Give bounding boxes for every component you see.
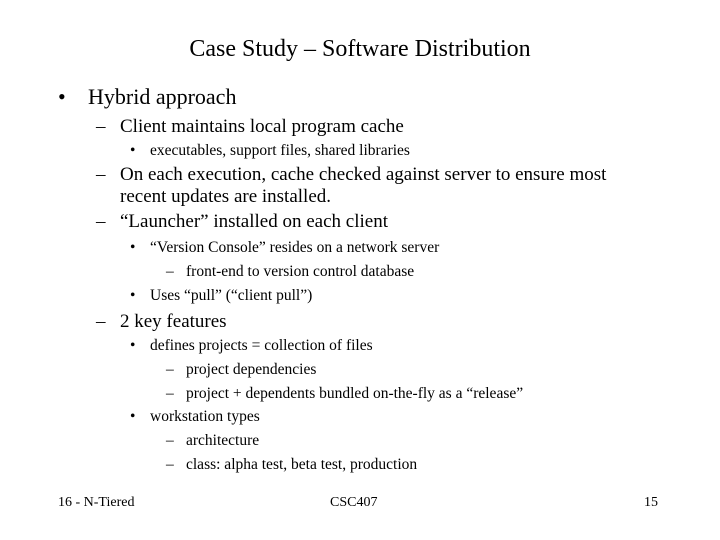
slide-title: Case Study – Software Distribution bbox=[189, 36, 531, 62]
subbullet-execution-check-continued: recent updates are installed. bbox=[120, 186, 332, 207]
dash-icon: – bbox=[166, 263, 174, 280]
subitem-project-release: – project + dependents bundled on-the-fly as a “release” bbox=[166, 385, 524, 402]
bullet-dot-icon: • bbox=[130, 337, 136, 354]
subbullet-execution-check: – On each execution, cache checked against server to ensure most bbox=[96, 164, 607, 185]
subitem-project-dependencies: – project dependencies bbox=[166, 361, 317, 378]
item-executables: • executables, support files, shared libraries bbox=[130, 142, 410, 159]
dash-icon: – bbox=[166, 432, 174, 449]
dash-icon: – bbox=[166, 361, 174, 378]
item-version-console: • “Version Console” resides on a network server bbox=[130, 239, 440, 256]
footer-center: CSC407 bbox=[330, 495, 378, 510]
bullet-dot-icon: • bbox=[130, 287, 136, 304]
dash-icon: – bbox=[166, 385, 174, 402]
item-workstation-types: • workstation types bbox=[130, 408, 260, 425]
item-uses-pull: • Uses “pull” (“client pull”) bbox=[130, 287, 313, 304]
dash-icon: – bbox=[96, 116, 106, 137]
bullet-dot-icon: • bbox=[130, 408, 136, 425]
subitem-class: – class: alpha test, beta test, production bbox=[166, 456, 418, 473]
dash-icon: – bbox=[96, 164, 106, 185]
item-defines-projects: • defines projects = collection of files bbox=[130, 337, 373, 354]
dash-icon: – bbox=[96, 211, 106, 232]
footer-left: 16 - N-Tiered bbox=[58, 495, 135, 510]
footer-page-number: 15 bbox=[644, 495, 658, 510]
subbullet-key-features: – 2 key features bbox=[96, 311, 227, 332]
dash-icon: – bbox=[166, 456, 174, 473]
bullet-dot-icon: • bbox=[130, 239, 136, 256]
subitem-architecture: – architecture bbox=[166, 432, 260, 449]
bullet-hybrid-approach: • Hybrid approach bbox=[58, 84, 237, 109]
bullet-dot-icon: • bbox=[58, 84, 66, 109]
dash-icon: – bbox=[96, 311, 106, 332]
subbullet-launcher: – “Launcher” installed on each client bbox=[96, 211, 388, 232]
subitem-front-end: – front-end to version control database bbox=[166, 263, 415, 280]
subbullet-client-cache: – Client maintains local program cache bbox=[96, 116, 404, 137]
bullet-dot-icon: • bbox=[130, 142, 136, 159]
